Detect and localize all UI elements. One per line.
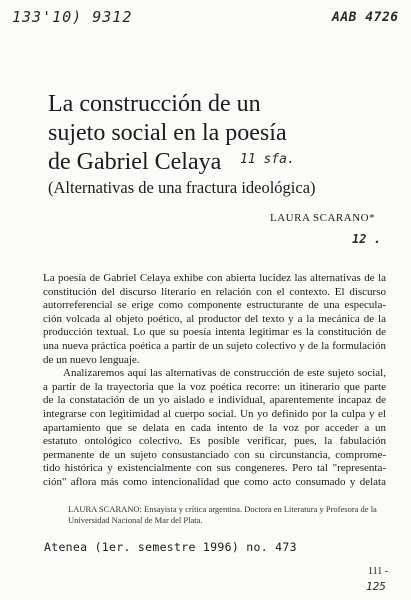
body-line: a partir de la trayectoria que la voz poética recorre: un itinerario que parte <box>43 380 386 393</box>
body-line: permanente de un sujeto consustanciado con su circunstancia, comprome- <box>43 448 386 461</box>
author-footnote <box>68 504 386 525</box>
page-number: 111 - <box>368 566 389 577</box>
title-line-2: sujeto social en la poesía <box>48 120 287 146</box>
footnote-line: Universidad Nacional de Mar del Plata. <box>68 514 203 525</box>
handwritten-author-note: 12 . <box>352 232 381 246</box>
title-line-3: de Gabriel Celaya <box>48 149 222 175</box>
footnote-line: LAURA SCARANO: Ensayista y crítica argentina. Doctora en Literatura y Profesora de la <box>68 504 377 514</box>
body-line: La poesía de Gabriel Celaya exhibe con abierta lucidez las alternativas de la <box>43 272 386 284</box>
handwritten-title-note: 11 sfa. <box>240 152 295 167</box>
article-title <box>48 90 348 177</box>
body-line: producción textual. Lo que su poesía intenta legitimar es la constitución de <box>43 326 386 339</box>
body-line: de la constatación de un yo aislado e individual, aparentemente incapaz de <box>43 394 386 407</box>
body-line: una nueva práctica poética a partir de un sujeto colectivo y de la formulación <box>43 339 386 352</box>
body-line: de un nuevo lenguaje. <box>43 353 140 366</box>
body-line: ción" aflora más como intencionalidad que como acto consumado y delata <box>43 475 386 488</box>
source-stamp: Atenea (1er. semestre 1996) no. 473 <box>44 540 297 554</box>
body-line: integrarse con legitimidad al cuerpo social. Un yo definido por la culpa y el <box>43 407 386 420</box>
handwritten-reference-code: AAB 4726 <box>332 10 399 25</box>
article-subtitle: (Alternativas de una fractura ideológica) <box>48 178 316 197</box>
body-line: ción volcada al objeto poético, al productor del texto y a la mecánica de la <box>43 312 386 325</box>
title-line-1: La construcción de un <box>48 91 261 117</box>
article-body <box>43 272 386 490</box>
body-line: constitución del discurso literario en relación con el contexto. El discurso <box>43 285 386 298</box>
body-line: apartamiento que se delata en cada intento de la voz por acceder a un <box>43 421 386 434</box>
handwritten-page-number: 125 <box>366 580 386 593</box>
body-line: autorreferencial se erige como componente estructurante de una especula- <box>43 299 386 312</box>
body-line: tido histórica y existencialmente con sus congeneres. Pero tal "representa- <box>43 462 386 475</box>
handwritten-catalog-number: 133'10) 9312 <box>12 8 133 26</box>
body-line: estatuto ontológico colectivo. Es posible verificar, pues, la fabulación <box>43 435 386 448</box>
body-line: Analizaremos aquí las alternativas de construcción de este sujeto social, <box>63 367 386 380</box>
author-name: LAURA SCARANO* <box>270 212 376 224</box>
